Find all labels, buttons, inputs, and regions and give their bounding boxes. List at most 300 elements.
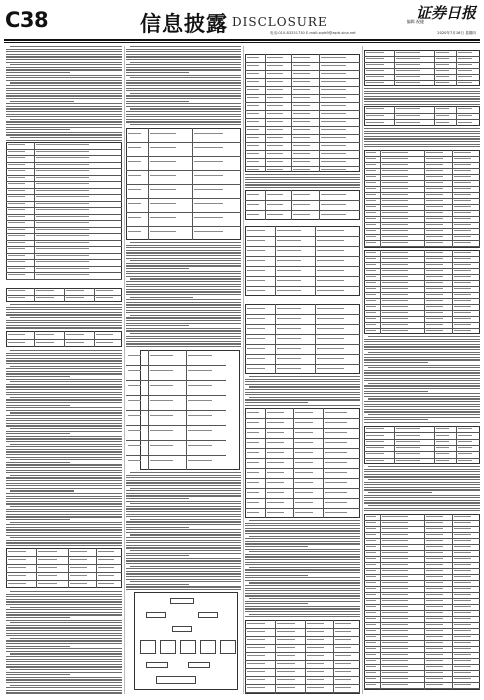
table-cell-text bbox=[454, 164, 471, 165]
text-line bbox=[126, 511, 241, 512]
table-row-rule bbox=[126, 440, 226, 441]
text-line bbox=[10, 304, 122, 305]
table-cell-text bbox=[36, 164, 89, 165]
table-row-rule bbox=[245, 158, 360, 159]
table-cell-text bbox=[366, 282, 376, 283]
text-line bbox=[6, 371, 122, 372]
table-cell-text bbox=[382, 200, 408, 201]
text-line bbox=[6, 529, 122, 530]
table-row-rule bbox=[6, 168, 122, 169]
table-cell-text bbox=[335, 655, 351, 656]
table-col-rule bbox=[380, 250, 381, 334]
page-number: C38 bbox=[5, 8, 49, 32]
diagram-node bbox=[170, 598, 194, 604]
table-cell-text bbox=[293, 105, 310, 106]
table-cell-text bbox=[194, 175, 223, 176]
table-cell-text bbox=[426, 552, 443, 553]
table-cell-text bbox=[325, 472, 347, 473]
text-line bbox=[126, 521, 241, 522]
text-line bbox=[245, 182, 360, 183]
text-line bbox=[6, 88, 122, 89]
table-cell-text bbox=[8, 164, 25, 165]
text-line bbox=[6, 682, 122, 683]
table-cell-text bbox=[382, 540, 408, 541]
table-cell-text bbox=[128, 460, 141, 461]
table-cell-text bbox=[454, 582, 471, 583]
text-line bbox=[126, 336, 241, 337]
table-cell-text bbox=[128, 189, 141, 190]
text-line bbox=[6, 614, 122, 615]
table-cell-text bbox=[426, 188, 443, 189]
table-cell-text bbox=[293, 121, 310, 122]
table-cell-text bbox=[366, 324, 376, 325]
text-line bbox=[126, 346, 241, 347]
text-line bbox=[10, 137, 122, 138]
table-cell-text bbox=[426, 558, 443, 559]
table-col-rule bbox=[434, 50, 435, 86]
text-line bbox=[364, 359, 480, 360]
table-cell-text bbox=[436, 70, 449, 71]
table-cell-text bbox=[366, 441, 384, 442]
table-row-rule bbox=[245, 448, 360, 449]
text-line bbox=[6, 392, 122, 393]
table-cell-text bbox=[66, 334, 84, 335]
table-cell-text bbox=[335, 623, 351, 624]
table-cell-text bbox=[382, 606, 408, 607]
table-cell-text bbox=[426, 218, 443, 219]
table-row-rule bbox=[6, 201, 122, 202]
diagram-node bbox=[188, 662, 210, 668]
table-cell-text bbox=[317, 290, 344, 291]
text-line bbox=[249, 536, 360, 537]
table-cell-text bbox=[458, 122, 472, 123]
table-row-rule bbox=[245, 276, 360, 277]
table-cell-text bbox=[317, 368, 344, 369]
table-row-rule bbox=[245, 236, 360, 237]
table-cell-text bbox=[454, 294, 471, 295]
table-col-rule bbox=[456, 106, 457, 126]
table-cell-text bbox=[128, 445, 141, 446]
table-cell-text bbox=[458, 435, 472, 436]
table-cell-text bbox=[267, 121, 283, 122]
table-row-rule bbox=[245, 126, 360, 127]
text-line bbox=[126, 475, 241, 476]
table-cell-text bbox=[325, 432, 347, 433]
text-line bbox=[126, 514, 241, 515]
table-cell-text bbox=[317, 328, 344, 329]
table-cell-text bbox=[454, 330, 471, 331]
table-row-rule bbox=[364, 268, 480, 269]
table-cell-text bbox=[307, 655, 324, 656]
table-cell-text bbox=[426, 152, 443, 153]
table-cell-text bbox=[321, 169, 346, 170]
table-cell-text bbox=[247, 204, 259, 205]
table-row-rule bbox=[245, 644, 360, 645]
text-line bbox=[245, 546, 308, 547]
table-row-rule bbox=[364, 580, 480, 581]
table-col-rule bbox=[394, 426, 395, 464]
table-cell-text bbox=[295, 492, 313, 493]
table-cell-text bbox=[454, 660, 471, 661]
table-row-rule bbox=[364, 240, 480, 241]
text-line bbox=[6, 454, 122, 455]
text-line bbox=[126, 527, 189, 528]
text-line bbox=[6, 312, 122, 313]
table-cell-text bbox=[426, 588, 443, 589]
text-line bbox=[10, 607, 122, 608]
table-cell-text bbox=[426, 684, 443, 685]
text-line bbox=[126, 542, 241, 543]
table-cell-text bbox=[426, 534, 443, 535]
table-cell-text bbox=[36, 196, 89, 197]
table-cell-text bbox=[150, 175, 176, 176]
table-cell-text bbox=[295, 482, 313, 483]
text-line bbox=[6, 423, 122, 424]
table-row-rule bbox=[364, 113, 480, 114]
table-cell-text bbox=[267, 105, 283, 106]
table-col-rule bbox=[333, 620, 334, 694]
table-row-rule bbox=[6, 240, 122, 241]
table-cell-text bbox=[8, 235, 25, 236]
table-cell-text bbox=[366, 58, 384, 59]
text-line bbox=[245, 611, 360, 612]
table-row-rule bbox=[245, 692, 360, 693]
text-line bbox=[126, 571, 241, 572]
table-cell-text bbox=[382, 654, 408, 655]
table-cell-text bbox=[36, 235, 89, 236]
table-cell-text bbox=[426, 300, 443, 301]
table-row-rule bbox=[6, 188, 122, 189]
text-line bbox=[126, 271, 241, 272]
table-cell-text bbox=[426, 678, 443, 679]
text-line bbox=[126, 49, 241, 50]
text-line bbox=[126, 498, 189, 499]
text-line bbox=[249, 582, 360, 583]
table-cell-text bbox=[366, 648, 376, 649]
text-line bbox=[6, 108, 122, 109]
text-line bbox=[6, 85, 122, 86]
text-line bbox=[245, 549, 360, 550]
table-cell-text bbox=[247, 169, 259, 170]
table-cell-text bbox=[454, 546, 471, 547]
text-line bbox=[364, 396, 480, 397]
table-cell-text bbox=[436, 115, 449, 116]
text-line bbox=[126, 490, 241, 491]
table-cell-text bbox=[436, 64, 449, 65]
table-row-rule bbox=[6, 220, 122, 221]
text-line bbox=[364, 471, 480, 472]
table-cell-text bbox=[36, 255, 89, 256]
text-line bbox=[364, 96, 480, 97]
table-cell-text bbox=[98, 551, 114, 552]
text-line bbox=[126, 516, 241, 517]
table-cell-text bbox=[293, 194, 310, 195]
table-cell-text bbox=[382, 534, 408, 535]
table-cell-text bbox=[267, 472, 284, 473]
table-cell-text bbox=[128, 147, 141, 148]
text-line bbox=[130, 297, 193, 298]
table-cell-text bbox=[382, 312, 408, 313]
table-cell-text bbox=[382, 552, 408, 553]
table-cell-text bbox=[396, 453, 420, 454]
table-cell-text bbox=[454, 666, 471, 667]
text-line bbox=[364, 375, 480, 376]
table-cell-text bbox=[458, 428, 472, 429]
table-cell-text bbox=[396, 76, 420, 77]
table-cell-text bbox=[36, 183, 89, 184]
table-cell-text bbox=[454, 552, 471, 553]
text-line bbox=[6, 309, 122, 310]
text-line bbox=[364, 391, 428, 392]
table-cell-text bbox=[277, 663, 295, 664]
table-row-rule bbox=[6, 253, 122, 254]
text-line bbox=[130, 242, 241, 243]
table-row-rule bbox=[245, 478, 360, 479]
table-cell-text bbox=[8, 248, 25, 249]
table-cell-text bbox=[426, 276, 443, 277]
table-col-rule bbox=[424, 250, 425, 334]
table-cell-text bbox=[426, 654, 443, 655]
text-line bbox=[364, 349, 480, 350]
table-row-rule bbox=[245, 110, 360, 111]
table-row-rule bbox=[364, 198, 480, 199]
table-cell-text bbox=[366, 224, 376, 225]
table-cell-text bbox=[150, 445, 173, 446]
text-line bbox=[6, 516, 122, 517]
table-cell-text bbox=[293, 129, 310, 130]
table-cell-text bbox=[293, 65, 310, 66]
text-line bbox=[6, 464, 122, 465]
table-cell-text bbox=[382, 182, 408, 183]
table-cell-text bbox=[454, 200, 471, 201]
text-line bbox=[130, 315, 241, 316]
text-line bbox=[126, 101, 189, 102]
table-cell-text bbox=[366, 534, 376, 535]
table-cell-text bbox=[247, 462, 259, 463]
text-line bbox=[364, 365, 480, 366]
table-cell-text bbox=[382, 576, 408, 577]
text-line bbox=[245, 528, 360, 529]
table-row-rule bbox=[245, 246, 360, 247]
table-col-rule bbox=[186, 350, 187, 470]
diagram-node bbox=[180, 640, 196, 654]
table-cell-text bbox=[382, 636, 408, 637]
table-row-rule bbox=[126, 142, 241, 143]
text-line bbox=[6, 470, 122, 471]
text-line bbox=[245, 595, 360, 596]
table-cell-text bbox=[426, 194, 443, 195]
table-cell-text bbox=[96, 297, 113, 298]
table-cell-text bbox=[454, 642, 471, 643]
table-cell-text bbox=[38, 559, 57, 560]
table-col-rule bbox=[148, 350, 149, 470]
text-line bbox=[6, 679, 122, 680]
table-row-rule bbox=[364, 658, 480, 659]
table-cell-text bbox=[277, 240, 301, 241]
table-cell-text bbox=[8, 222, 25, 223]
text-line bbox=[126, 103, 241, 104]
table-cell-text bbox=[366, 70, 384, 71]
table-cell-text bbox=[247, 412, 259, 413]
text-line bbox=[6, 54, 122, 55]
table-cell-text bbox=[366, 636, 376, 637]
text-line bbox=[364, 401, 480, 402]
text-line bbox=[368, 383, 480, 384]
newspaper-masthead: 证券日报 bbox=[415, 4, 476, 22]
table-cell-text bbox=[382, 170, 408, 171]
text-line bbox=[364, 341, 480, 342]
table-col-rule bbox=[96, 548, 97, 588]
table-cell-text bbox=[458, 58, 472, 59]
table-cell-text bbox=[382, 666, 408, 667]
table-row-rule bbox=[245, 676, 360, 677]
table-cell-text bbox=[382, 242, 408, 243]
text-line bbox=[245, 405, 360, 406]
table-row-rule bbox=[6, 162, 122, 163]
table-row-rule bbox=[6, 556, 122, 557]
table-cell-text bbox=[366, 564, 376, 565]
text-line bbox=[249, 397, 360, 398]
table-cell-text bbox=[366, 684, 376, 685]
text-line bbox=[364, 385, 480, 386]
table-cell-text bbox=[426, 666, 443, 667]
text-line bbox=[6, 373, 122, 374]
text-line bbox=[6, 111, 122, 112]
text-line bbox=[6, 353, 122, 354]
text-line bbox=[6, 599, 122, 600]
text-line bbox=[126, 82, 241, 83]
table-cell-text bbox=[366, 678, 376, 679]
text-line bbox=[10, 366, 122, 367]
text-line bbox=[6, 498, 122, 499]
text-line bbox=[10, 537, 122, 538]
text-line bbox=[245, 379, 360, 380]
text-line bbox=[126, 121, 241, 122]
text-line bbox=[126, 560, 241, 561]
text-line bbox=[6, 511, 122, 512]
text-line bbox=[6, 496, 122, 497]
table-cell-text bbox=[366, 252, 376, 253]
text-line bbox=[6, 80, 122, 81]
text-line bbox=[10, 622, 122, 623]
table-row-rule bbox=[364, 532, 480, 533]
text-line bbox=[126, 268, 189, 269]
text-line bbox=[364, 104, 480, 105]
text-line bbox=[126, 338, 241, 339]
text-line bbox=[245, 590, 360, 591]
text-line bbox=[6, 363, 122, 364]
text-line bbox=[126, 88, 241, 89]
text-line bbox=[245, 381, 360, 382]
text-line bbox=[245, 585, 360, 586]
table-row-rule bbox=[364, 246, 480, 247]
table-row-rule bbox=[126, 395, 226, 396]
table-cell-text bbox=[267, 204, 283, 205]
text-line bbox=[126, 258, 241, 259]
text-line bbox=[6, 114, 122, 115]
table-cell-text bbox=[426, 158, 443, 159]
text-line bbox=[368, 414, 480, 415]
table-cell-text bbox=[366, 666, 376, 667]
table-cell-text bbox=[277, 338, 301, 339]
text-line bbox=[126, 579, 241, 580]
table-cell-text bbox=[366, 630, 376, 631]
table-cell-text bbox=[366, 582, 376, 583]
table-row-rule bbox=[364, 174, 480, 175]
text-line bbox=[126, 51, 241, 52]
table-row-rule bbox=[364, 222, 480, 223]
text-line bbox=[6, 527, 122, 528]
table-row-rule bbox=[364, 664, 480, 665]
table-cell-text bbox=[247, 97, 259, 98]
text-line bbox=[10, 669, 122, 670]
text-line bbox=[6, 405, 70, 406]
table-cell-text bbox=[277, 348, 301, 349]
text-line bbox=[364, 344, 480, 345]
table-cell-text bbox=[277, 328, 301, 329]
text-line bbox=[245, 179, 360, 180]
text-line bbox=[6, 121, 122, 122]
text-line bbox=[126, 291, 241, 292]
table-cell-text bbox=[277, 290, 301, 291]
text-line bbox=[364, 388, 480, 389]
table-cell-text bbox=[396, 108, 420, 109]
text-line bbox=[10, 82, 122, 83]
text-line bbox=[126, 54, 241, 55]
table-row-rule bbox=[245, 200, 360, 201]
table-col-rule bbox=[34, 331, 35, 347]
text-line bbox=[245, 588, 360, 589]
table-col-rule bbox=[291, 190, 292, 220]
table-cell-text bbox=[335, 679, 351, 680]
text-line bbox=[10, 317, 122, 318]
table-cell-text bbox=[366, 218, 376, 219]
table-row-rule bbox=[364, 439, 480, 440]
table-cell-text bbox=[325, 462, 347, 463]
table-cell-text bbox=[454, 230, 471, 231]
text-line bbox=[364, 370, 480, 371]
table-cell-text bbox=[458, 64, 472, 65]
text-line bbox=[364, 357, 480, 358]
text-line bbox=[6, 402, 122, 403]
table-cell-text bbox=[98, 583, 114, 584]
text-line bbox=[245, 601, 360, 602]
table-cell-text bbox=[295, 422, 313, 423]
table-cell-text bbox=[8, 196, 25, 197]
table-row-rule bbox=[364, 592, 480, 593]
table-cell-text bbox=[8, 183, 25, 184]
text-line bbox=[10, 638, 122, 639]
table-cell-text bbox=[325, 422, 347, 423]
table-row-rule bbox=[245, 508, 360, 509]
table-cell-text bbox=[366, 576, 376, 577]
table-row-rule bbox=[126, 380, 226, 381]
table-cell-text bbox=[454, 654, 471, 655]
text-line bbox=[126, 576, 241, 577]
table-cell-text bbox=[321, 97, 346, 98]
table-row-rule bbox=[364, 192, 480, 193]
table-row-rule bbox=[364, 80, 480, 81]
table-cell-text bbox=[295, 512, 313, 513]
table-row-rule bbox=[364, 304, 480, 305]
text-line bbox=[6, 441, 122, 442]
table-cell-text bbox=[426, 630, 443, 631]
table-cell-text bbox=[321, 113, 346, 114]
table-cell-text bbox=[247, 442, 259, 443]
text-line bbox=[6, 519, 70, 520]
table-cell-text bbox=[321, 145, 346, 146]
table-cell-text bbox=[247, 145, 259, 146]
